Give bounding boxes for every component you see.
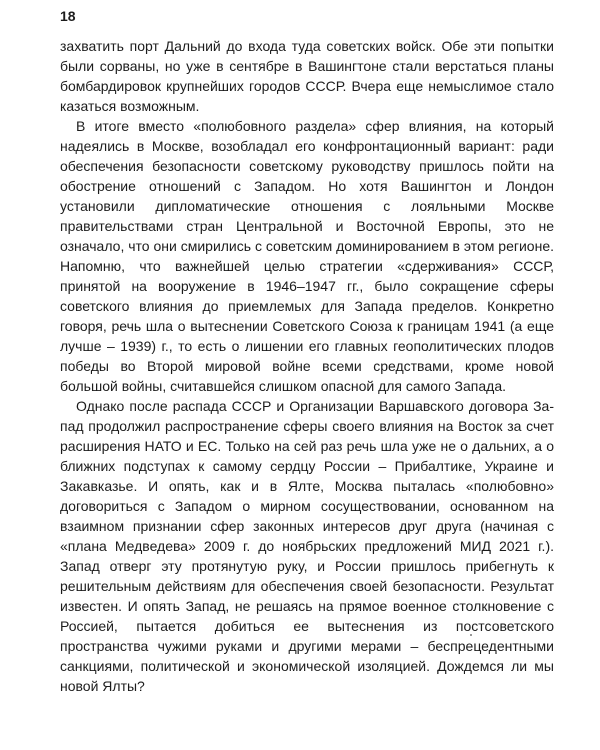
page-number: 18 (60, 8, 76, 24)
print-speck (470, 634, 472, 636)
text-body (60, 36, 554, 696)
paragraph-3: Однако после распада СССР и Организации Варшавского договора Запад продолжил распространение сферы своего влияния на Восток за счет расширения НАТО и ЕС. Только на сей раз речь шла уже не о дальних, а о ближних подступах к самому сердцу России – Прибалтике, Украине и Закавказье. И опять, как и в Ялте, Москва пыталась «полюбовно» договориться с Западом о мирном сосуществовании, основанном на взаимном признании сфер законных интересов друг друга (начиная с «плана Медведева» 2009 г. до ноябрьских предложений МИД 2021 г.). Запад отверг эту протянутую руку, и России пришлось прибегнуть к решительным действиям для обеспечения своей безопасности. Результат известен. И опять Запад, не решаясь на прямое военное столкновение с Россией, пытается добиться ее вытеснения из постсоветского пространства чужими руками и другими мерами – беспрецедентными санкциями, политической и экономической изоляцией. Дождемся ли мы новой Ялты? (60, 398, 554, 694)
paragraph-2: В итоге вместо «полюбовного раздела» сфер влияния, на который надеялись в Москве, возобладал его конфронтационный вариант: ради обеспечения безопасности советскому руководству пришлось пойти на обострение отношений с Западом. Но хотя Вашингтон и Лондон установили дипломатические отношения с лояльными Москве правительствами стран Центральной и Восточной Европы, это не означало, что они смирились с советским доминированием в этом регионе. Напомню, что важнейшей целью стратегии «сдерживания» СССР, принятой на вооружение в 1946–1947 гг., было сокращение сферы советского влияния до приемлемых для Запада пределов. Конкретно говоря, речь шла о вытеснении Советского Союза к границам 1941 (а еще лучше – 1939) г., то есть о лишении его главных геополитических плодов победы во Второй мировой войне всеми средствами, кроме новой большой войны, считавшейся слишком опасной для самого Запада. (60, 118, 554, 394)
paragraph-1: захватить порт Дальний до входа туда советских войск. Обе эти попытки были сорваны, но уже в сентябре в Вашингтоне стали верстаться планы бомбардировок крупнейших городов СССР. Вчера еще немыслимое стало казаться возможным. (60, 38, 554, 114)
